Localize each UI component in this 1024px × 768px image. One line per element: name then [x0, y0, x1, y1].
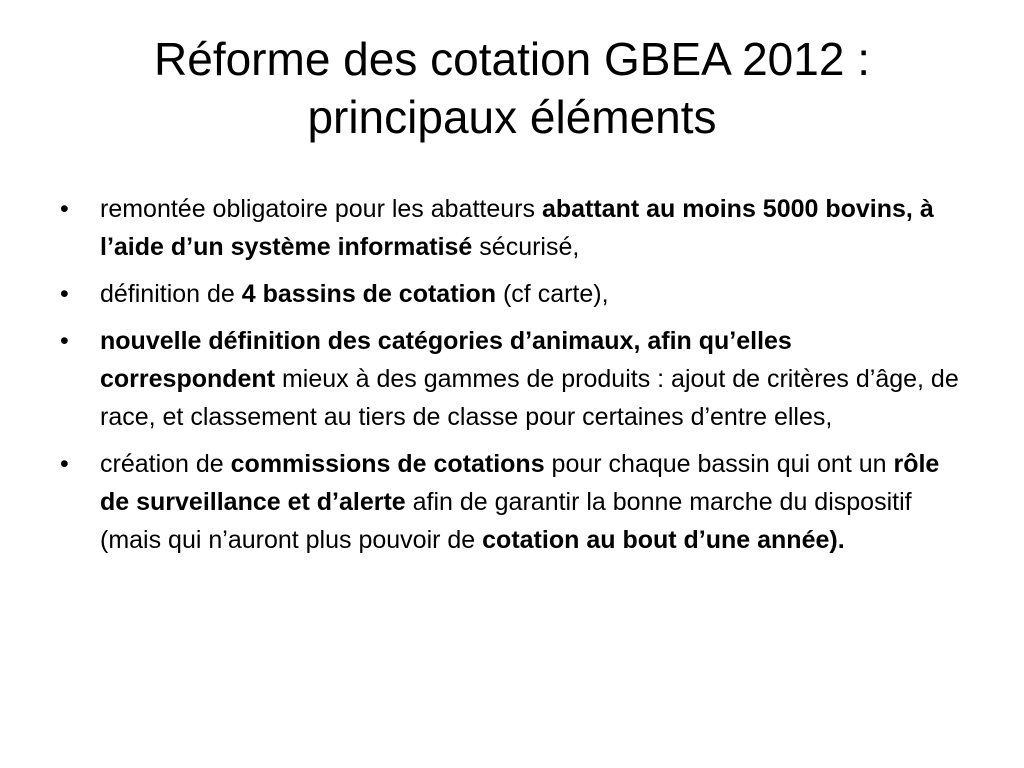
- text-run: définition de: [100, 280, 242, 308]
- bullet-item-3: [58, 322, 970, 436]
- slide-title: [40, 30, 984, 146]
- title-line-2: principaux éléments: [307, 91, 717, 143]
- bullet-item-4: [58, 445, 970, 559]
- bold-text-run: 4 bassins de cotation: [241, 280, 497, 308]
- text-run: mieux à des gammes de produits : ajout de critères d’âge, de race, et classement au tiers de classe pour certaines d’entre elles,: [100, 365, 959, 431]
- bullet-text: [100, 450, 939, 554]
- bullet-item-1: [58, 190, 970, 266]
- bold-text-run: rôle de surveillance et d’alerte: [100, 450, 940, 516]
- bullet-dot-icon: •: [60, 450, 69, 478]
- bullet-list: [58, 190, 970, 568]
- bullet-text: [100, 280, 609, 308]
- bullet-dot-icon: •: [60, 195, 69, 223]
- bullet-text: [100, 327, 959, 431]
- text-run: sécurisé,: [472, 233, 580, 261]
- bullet-text: [100, 195, 934, 261]
- bold-text-run: cotation au bout d’une année).: [482, 526, 845, 554]
- title-line-1: Réforme des cotation GBEA 2012 :: [154, 33, 870, 85]
- bold-text-run: commissions de cotations: [230, 450, 545, 478]
- bold-text-run: nouvelle définition des catégories d’animaux, afin qu’elles correspondent: [100, 327, 792, 393]
- bullet-dot-icon: •: [60, 327, 69, 355]
- bullet-dot-icon: •: [60, 280, 69, 308]
- text-run: pour chaque bassin qui ont un: [544, 450, 894, 478]
- text-run: afin de garantir la bonne marche du dispositif (mais qui n’auront plus pouvoir de: [100, 488, 912, 554]
- text-run: (cf carte),: [496, 280, 609, 308]
- text-run: création de: [100, 450, 231, 478]
- text-run: remontée obligatoire pour les abatteurs: [100, 195, 542, 223]
- bold-text-run: abattant au moins 5000 bovins, à l’aide d’un système informatisé: [100, 195, 934, 261]
- bullet-item-2: [58, 275, 970, 313]
